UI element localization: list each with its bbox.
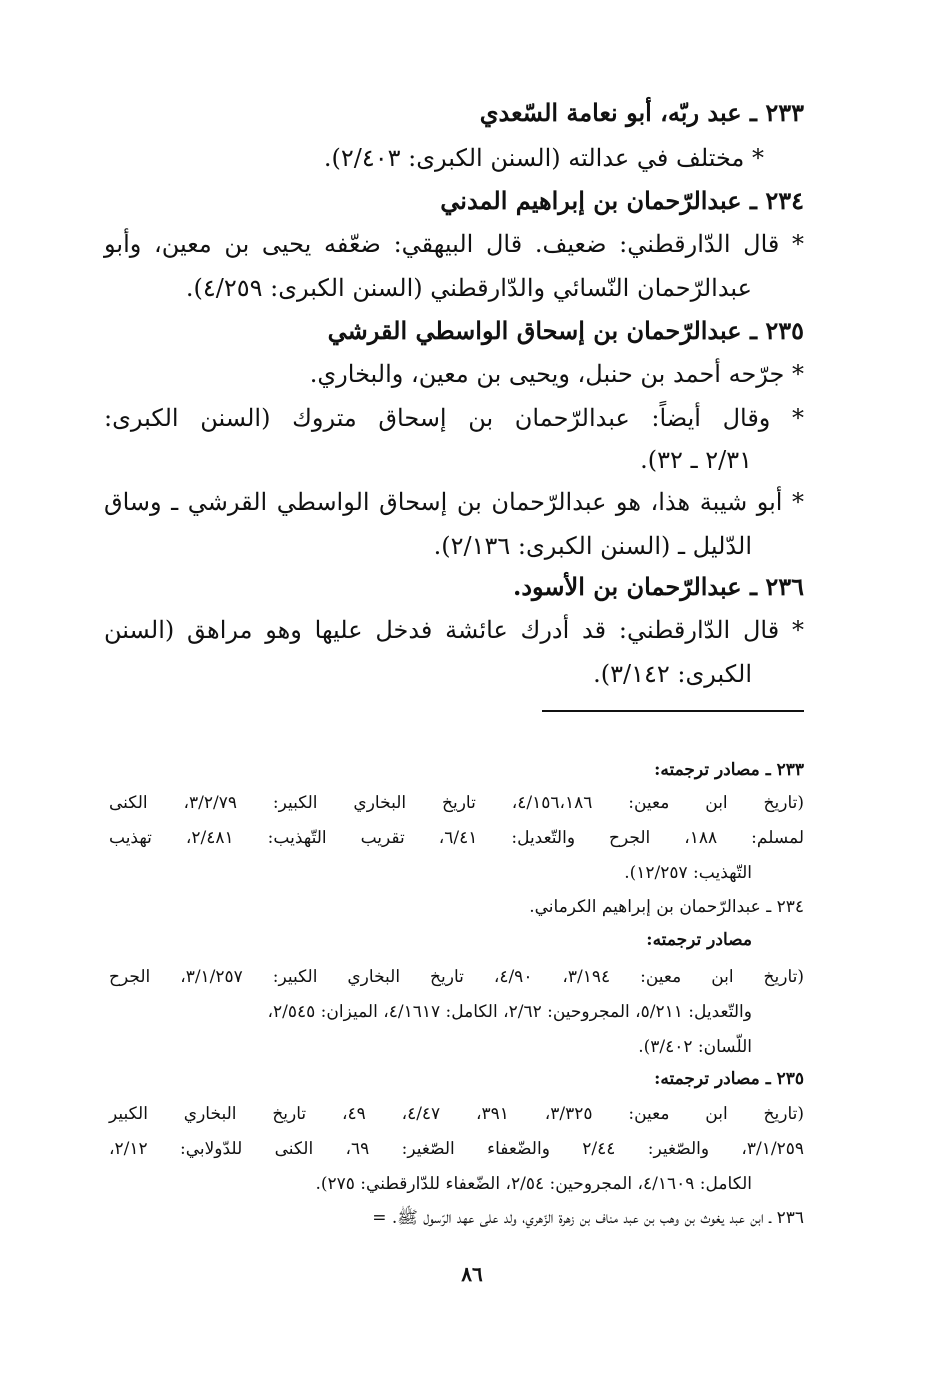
footnote-233-heading: ٢٣٣ ـ مصادر ترجمته: — [654, 760, 804, 780]
footnote-236-line-1: ٢٣٦ ـ ابن عبد يغوث بن وهب بن عبد مناف بن زهرة الزّهري، ولد على عهد الرّسول ﷺ. = — [372, 1208, 804, 1228]
entry-235-line-1: * جرّحه أحمد بن حنبل، ويحيى بن معين، والبخاري. — [309, 360, 804, 388]
entry-236-line-1: * قال الدّارقطني: قد أدرك عائشة فدخل عليها وهو مراهق (السنن — [104, 616, 804, 644]
entry-235-line-4: * أبو شيبة هذا، هو عبدالرّحمان بن إسحاق الواسطي القرشي ـ وساق — [104, 488, 804, 516]
entry-234-line-1: * قال الدّارقطني: ضعيف. قال البيهقي: ضعّفه يحيى بن معين، وأبو — [104, 230, 804, 258]
footnote-235-heading: ٢٣٥ ـ مصادر ترجمته: — [654, 1069, 804, 1089]
footnote-234-line-1: (تاريخ ابن معين: ٣/١٩٤، ٤/٩٠، تاريخ البخاري الكبير: ٣/١/٢٥٧، الجرح — [109, 967, 805, 987]
entry-234-line-2: عبدالرّحمان النّسائي والدّارقطني (السنن الكبرى: ٤/٢٥٩). — [185, 274, 752, 302]
entry-235-line-3: ٢/٣١ ـ ٣٢). — [640, 446, 752, 474]
footnote-233-line-2: لمسلم: ١٨٨، الجرح والتّعديل: ٦/٤١، تقريب التّهذيب: ٢/٤٨١، تهذيب — [109, 828, 804, 848]
footnote-separator — [542, 710, 804, 712]
entry-234-heading: ٢٣٤ ـ عبدالرّحمان بن إبراهيم المدني — [440, 186, 804, 215]
footnote-235-line-2: ٣/١/٢٥٩، والصّغير: ٢/٤٤ والضّعفاء الصّغير: ٦٩، الكنى للدّولابي: ٢/١٢، — [109, 1139, 805, 1159]
entry-233-line-1: * مختلف في عدالته (السنن الكبرى: ٢/٤٠٣). — [323, 144, 764, 172]
footnote-234-line-2: والتّعديل: ٥/٢١١، المجروحين: ٢/٦٢، الكامل: ٤/١٦١٧، الميزان: ٢/٥٤٥، — [267, 1002, 752, 1022]
entry-236-heading: ٢٣٦ ـ عبدالرّحمان بن الأسود. — [512, 572, 804, 601]
footnote-233-line-1: (تاريخ ابن معين: ٤/١٥٦،١٨٦، تاريخ البخاري الكبير: ٣/٢/٧٩، الكنى — [109, 793, 805, 813]
footnote-235-line-3: الكامل: ٤/١٦٠٩، المجروحين: ٢/٥٤، الضّعفاء للدّارقطني: ٢٧٥). — [315, 1174, 752, 1194]
entry-236-line-2: الكبرى: ٣/١٤٢). — [593, 660, 752, 688]
page-number: ٨٦ — [461, 1262, 483, 1286]
footnote-233-line-3: التّهذيب: ١٢/٢٥٧). — [624, 863, 752, 883]
entry-235-line-2: * وقال أيضاً: عبدالرّحمان بن إسحاق متروك (السنن الكبرى: — [104, 404, 804, 432]
entry-233-heading: ٢٣٣ ـ عبد ربّه، أبو نعامة السّعدي — [479, 98, 804, 127]
footnote-234-subheading: مصادر ترجمته: — [646, 930, 752, 950]
footnote-235-line-1: (تاريخ ابن معين: ٣/٣٢٥، ٣٩١، ٤/٤٧، ٤٩، تاريخ البخاري الكبير — [109, 1104, 804, 1124]
entry-235-line-5: الدّليل ـ (السنن الكبرى: ٢/١٣٦). — [433, 532, 752, 560]
entry-235-heading: ٢٣٥ ـ عبدالرّحمان بن إسحاق الواسطي القرشي — [327, 316, 804, 345]
footnote-234-line-3: اللّسان: ٣/٤٠٢). — [638, 1037, 752, 1057]
footnote-234-heading: ٢٣٤ ـ عبدالرّحمان بن إبراهيم الكرماني. — [529, 897, 804, 917]
